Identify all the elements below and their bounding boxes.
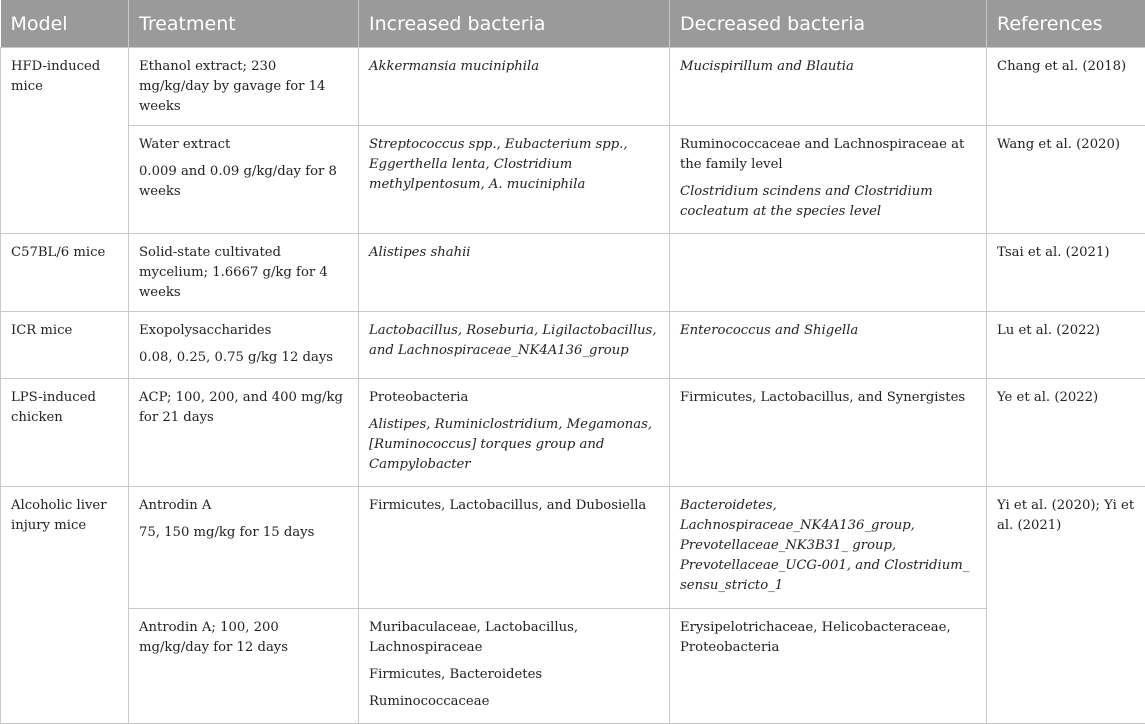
reference-cell: Wang et al. (2020) xyxy=(987,126,1145,234)
model-cell: LPS-induced chicken xyxy=(1,379,129,487)
header-decreased: Decreased bacteria xyxy=(670,0,987,48)
increased-cell: Streptococcus spp., Eubacterium spp., Eggerthella lenta, Clostridium methylpentosum, A. muciniphila xyxy=(359,126,670,234)
decreased-cell: Ruminococcaceae and Lachnospiraceae at the family level Clostridium scindens and Clostridium cocleatum at the species level xyxy=(670,126,987,234)
header-references: References xyxy=(987,0,1145,48)
table-row xyxy=(1,48,1145,126)
reference-cell: Lu et al. (2022) xyxy=(987,312,1145,379)
model-cell: Alcoholic liver injury mice xyxy=(1,487,129,724)
model-cell: HFD-induced mice xyxy=(1,48,129,234)
treatment-cell: Ethanol extract; 230 mg/kg/day by gavage for 14 weeks xyxy=(129,48,359,126)
treatment-cell: Water extract 0.009 and 0.09 g/kg/day for 8 weeks xyxy=(129,126,359,234)
treatment-cell: Antrodin A 75, 150 mg/kg for 15 days xyxy=(129,487,359,609)
header-treatment: Treatment xyxy=(129,0,359,48)
table-row xyxy=(1,126,1145,234)
increased-cell: Alistipes shahii xyxy=(359,234,670,312)
reference-cell: Yi et al. (2020); Yi et al. (2021) xyxy=(987,487,1145,724)
table-row xyxy=(1,312,1145,379)
decreased-cell: Mucispirillum and Blautia xyxy=(670,48,987,126)
increased-cell: Firmicutes, Lactobacillus, and Dubosiella xyxy=(359,487,670,609)
model-cell: ICR mice xyxy=(1,312,129,379)
table-row xyxy=(1,234,1145,312)
increased-cell: Lactobacillus, Roseburia, Ligilactobacillus, and Lachnospiraceae_NK4A136_group xyxy=(359,312,670,379)
treatment-cell: Exopolysaccharides 0.08, 0.25, 0.75 g/kg 12 days xyxy=(129,312,359,379)
table-row xyxy=(1,379,1145,487)
treatment-cell: ACP; 100, 200, and 400 mg/kg for 21 days xyxy=(129,379,359,487)
header-model: Model xyxy=(1,0,129,48)
treatment-cell: Solid-state cultivated mycelium; 1.6667 g/kg for 4 weeks xyxy=(129,234,359,312)
decreased-cell xyxy=(670,234,987,312)
model-cell: C57BL/6 mice xyxy=(1,234,129,312)
decreased-cell: Firmicutes, Lactobacillus, and Synergistes xyxy=(670,379,987,487)
increased-cell: Muribaculaceae, Lactobacillus, Lachnospiraceae Firmicutes, Bacteroidetes Ruminococcaceae xyxy=(359,609,670,724)
reference-cell: Ye et al. (2022) xyxy=(987,379,1145,487)
increased-cell: Akkermansia muciniphila xyxy=(359,48,670,126)
increased-cell: Proteobacteria Alistipes, Ruminiclostridium, Megamonas, [Ruminococcus] torques group and Campylobacter xyxy=(359,379,670,487)
decreased-cell: Erysipelotrichaceae, Helicobacteraceae, Proteobacteria xyxy=(670,609,987,724)
reference-cell: Chang et al. (2018) xyxy=(987,48,1145,126)
header-increased: Increased bacteria xyxy=(359,0,670,48)
reference-cell: Tsai et al. (2021) xyxy=(987,234,1145,312)
decreased-cell: Enterococcus and Shigella xyxy=(670,312,987,379)
table-row xyxy=(1,487,1145,609)
header-row xyxy=(1,0,1145,48)
table-row xyxy=(1,609,1145,724)
decreased-cell: Bacteroidetes, Lachnospiraceae_NK4A136_group, Prevotellaceae_NK3B31_ group, Prevotellaceae_UCG-001, and Clostridium_ sensu_stricto_1 xyxy=(670,487,987,609)
treatment-cell: Antrodin A; 100, 200 mg/kg/day for 12 days xyxy=(129,609,359,724)
